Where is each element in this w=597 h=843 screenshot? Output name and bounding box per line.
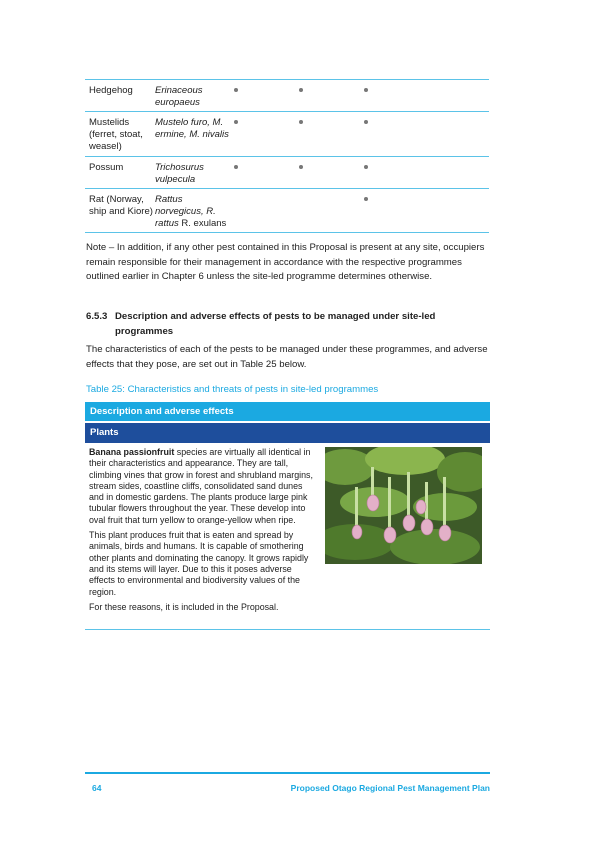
bullet-mark [234, 120, 238, 124]
scientific-italic: Rattus norvegicus, R. rattus [155, 194, 216, 229]
pest-common-name: Mustelids (ferret, stoat, weasel) [89, 117, 143, 152]
effects-paragraph: This plant produces fruit that is eaten and spread by animals, birds and humans. It is capable of smothering other plants and dominating the canopy. It grows rapidly and its stems will layer. Due to this it poses adverse effects to environmental and biodiversity values of the region. [89, 530, 309, 597]
table-caption: Table 25: Characteristics and threats of pests in site-led programmes [86, 384, 379, 395]
programme-marks [231, 80, 489, 111]
section-title: Description and adverse effects of pests to be managed under site-led programmes [115, 311, 436, 337]
banana-passionfruit-photo [325, 447, 482, 564]
bullet-mark [299, 88, 303, 92]
description-paragraph [89, 447, 315, 526]
pest-common-name: Possum [89, 162, 124, 173]
table-row [85, 79, 489, 111]
bullet-mark [299, 165, 303, 169]
bullet-mark [364, 88, 368, 92]
section-number: 6.5.3 [86, 311, 108, 322]
bullet-mark [234, 88, 238, 92]
pest-common-name: Rat (Norway, ship and Kiore) [89, 194, 153, 217]
bullet-mark [364, 165, 368, 169]
programme-marks [231, 189, 489, 232]
conclusion-paragraph: For these reasons, it is included in the Proposal. [89, 601, 279, 612]
programme-marks [231, 157, 489, 188]
programme-marks [231, 112, 489, 156]
note-paragraph: Note – In addition, if any other pest contained in this Proposal is present at any site, occupiers remain responsible for their management in accordance with the respective programmes outlined earlier in Chapter 6 unless the site-led programme determines otherwise. [86, 242, 485, 282]
species-name: Banana passionfruit [89, 447, 175, 457]
table-bottom-rule [85, 629, 490, 630]
pest-scientific-name: Trichosurus vulpecula [155, 162, 204, 185]
flower-image [325, 447, 482, 564]
scientific-plain: R. exulans [178, 218, 227, 229]
intro-paragraph: The characteristics of each of the pests to be managed under these programmes, and adverse effects that they pose, are set out in Table 25 below. [86, 344, 488, 370]
section-heading [86, 310, 496, 339]
pest-scientific-name: Erinaceous europaeus [155, 85, 203, 108]
description-text: species are virtually all identical in their characteristics and appearance. They are tall, climbing vines that grow in forest and shrubland margins, stream sides, coastline cliffs, consolidated sand dunes and in domestic gardens. The plants produce large pink tubular flowers throughout the year. These develop into oval fruit that turn yellow to orange-yellow when ripe. [89, 447, 313, 525]
pest-table [85, 79, 489, 233]
table-row [85, 188, 489, 233]
bullet-mark [299, 120, 303, 124]
category-label: Plants [90, 427, 119, 438]
species-description [89, 447, 315, 617]
category-band [85, 423, 490, 443]
table-row [85, 156, 489, 188]
table-row [85, 111, 489, 156]
footer-rule [85, 772, 490, 774]
pest-scientific-name: Mustelo furo, M. ermine, M. nivalis [155, 117, 229, 140]
page-number: 64 [92, 783, 102, 793]
table-header [85, 402, 490, 421]
bullet-mark [364, 120, 368, 124]
bullet-mark [364, 197, 368, 201]
bullet-mark [234, 165, 238, 169]
pest-scientific-name [155, 189, 231, 232]
table-header-label: Description and adverse effects [90, 406, 234, 417]
pest-common-name: Hedgehog [89, 85, 133, 96]
footer-document-title: Proposed Otago Regional Pest Management Plan [290, 783, 490, 793]
